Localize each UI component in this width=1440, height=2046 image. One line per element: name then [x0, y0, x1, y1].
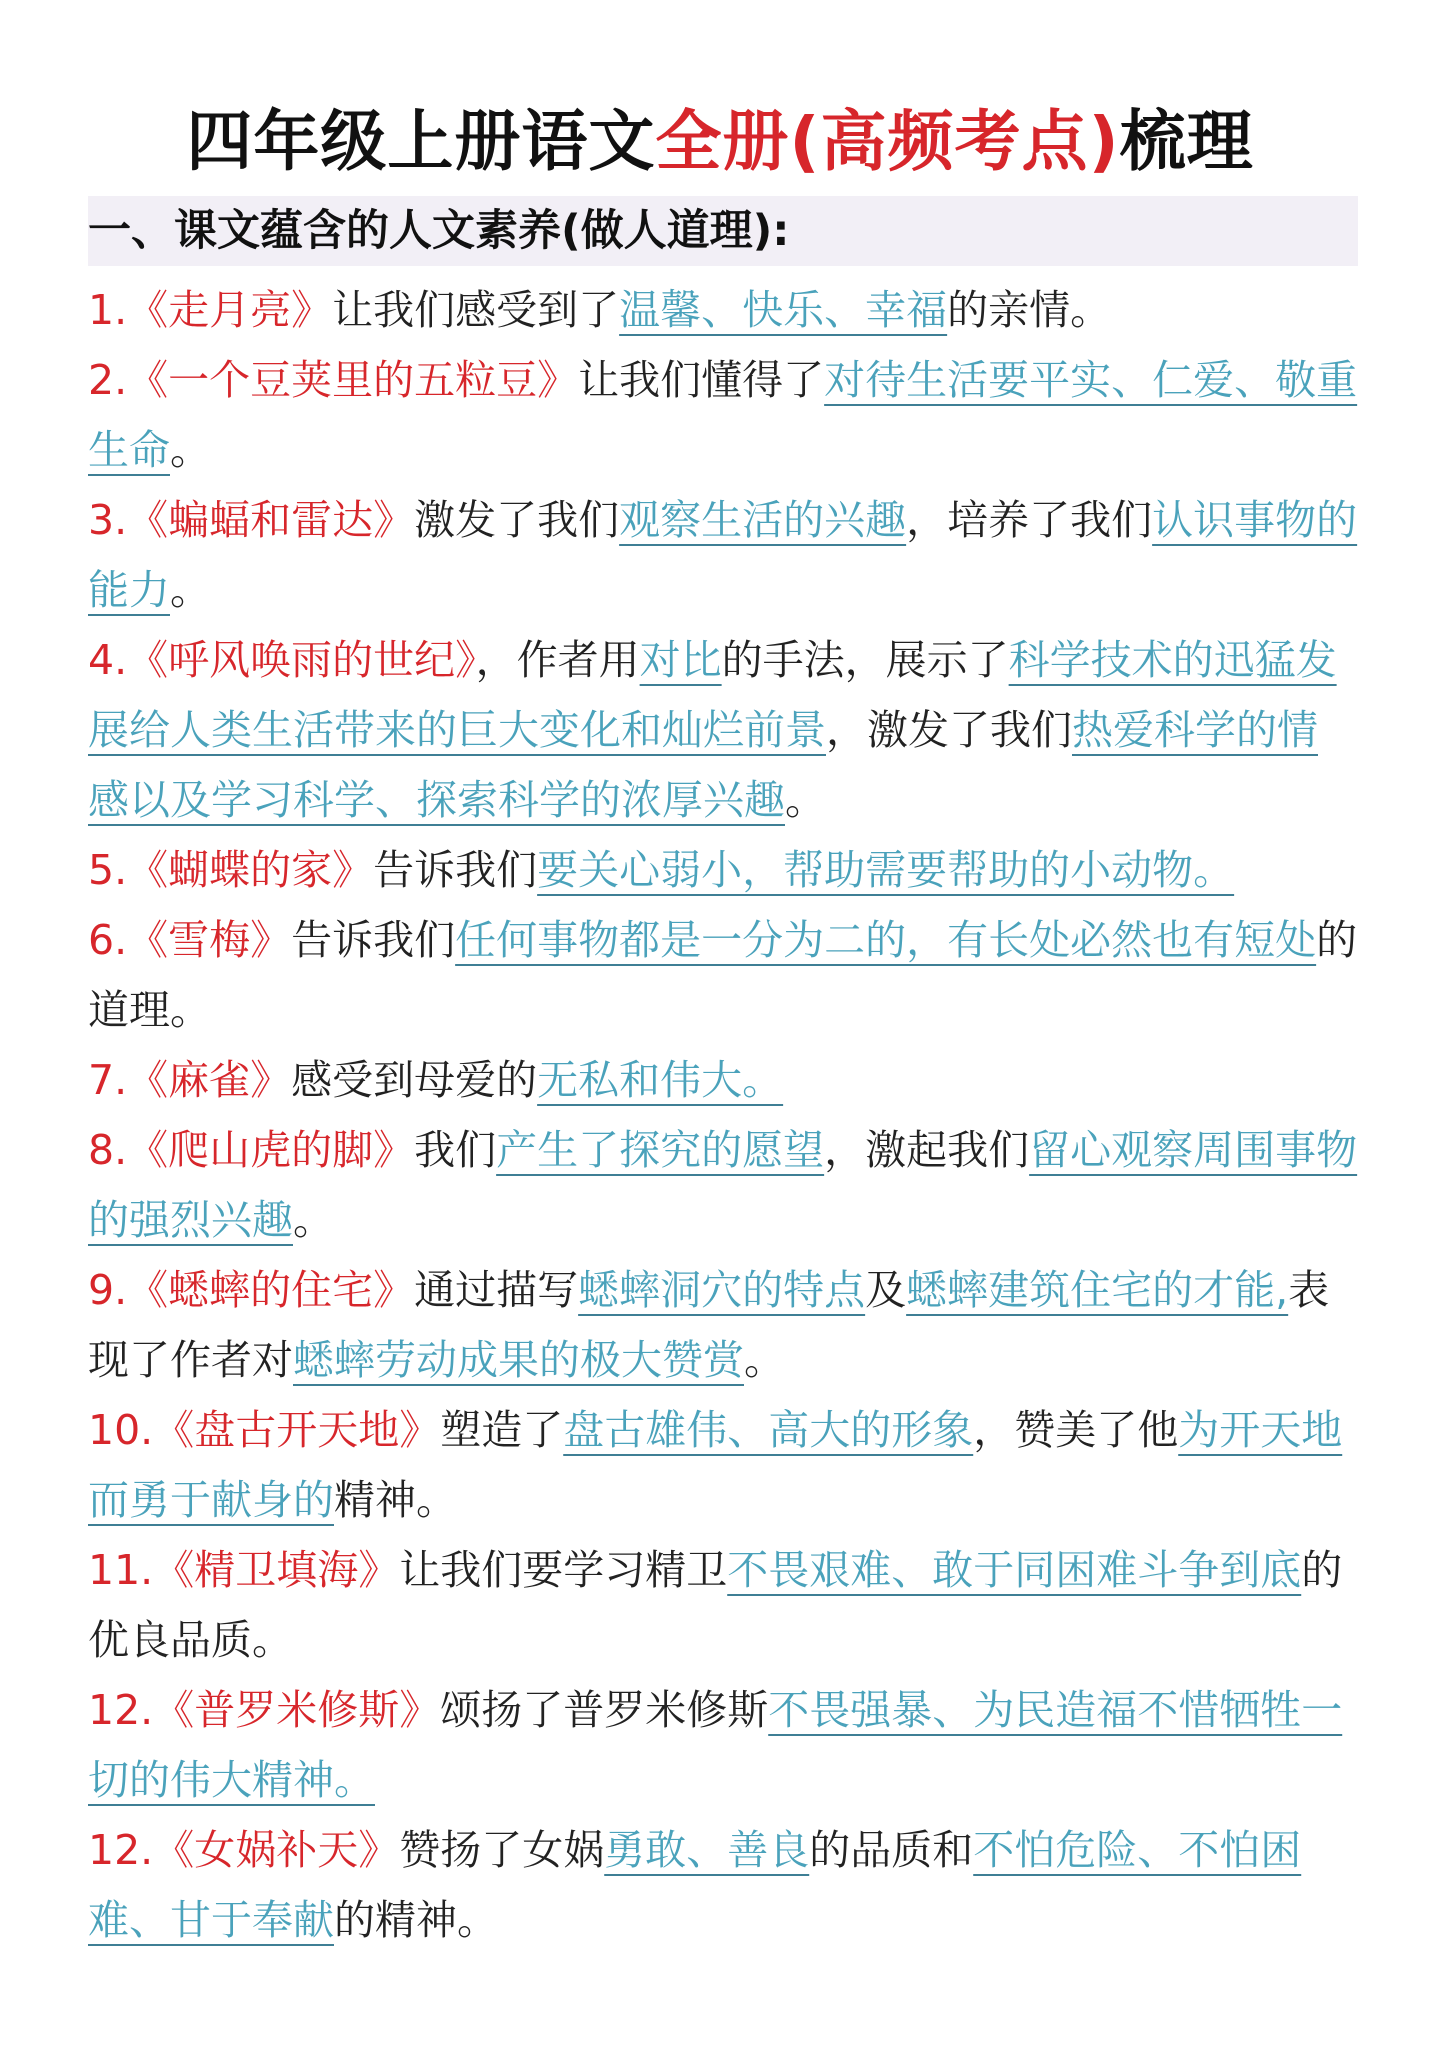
list-item [88, 1255, 1358, 1395]
answer-text: 温馨、快乐、幸福 [619, 286, 948, 334]
item-number: 12. [88, 1686, 154, 1734]
item-text: 的手法，展示了 [721, 636, 1009, 684]
answer-text: 盘古雄伟、高大的形象 [563, 1406, 974, 1454]
title-highlight: 全册(高频考点) [655, 103, 1120, 180]
item-text: 精神。 [334, 1476, 457, 1524]
item-text: 赞扬了女娲 [399, 1826, 605, 1874]
list-item [88, 905, 1358, 1045]
lesson-title: 《一个豆荚里的五粒豆》 [127, 356, 579, 404]
lesson-title: 《爬山虎的脚》 [127, 1126, 415, 1174]
item-text: 的精神。 [334, 1896, 498, 1944]
item-text: 让我们懂得了 [578, 356, 825, 404]
item-number: 5. [88, 846, 128, 894]
item-text: 的优良品质。 [88, 1546, 1343, 1664]
item-text: 的亲情。 [947, 286, 1112, 334]
answer-text: 对待生活要平实、仁爱、敬重生命 [88, 356, 1358, 474]
item-text: 塑造了 [440, 1406, 564, 1454]
lesson-title: 《呼风唤雨的世纪》 [127, 636, 476, 684]
item-text: 通过描写 [414, 1266, 579, 1314]
item-number: 6. [88, 916, 128, 964]
item-number: 12. [88, 1826, 154, 1874]
answer-text: 热爱科学的情感以及学习科学、探索科学的浓厚兴趣 [88, 706, 1318, 824]
item-number: 11. [88, 1546, 154, 1594]
answer-text: 为开天地而勇于献身的 [88, 1406, 1343, 1524]
item-text: ，激起我们 [824, 1126, 1030, 1174]
answer-text: 勇敢、善良 [604, 1826, 810, 1874]
item-text: 。 [170, 426, 211, 474]
list-item [88, 345, 1358, 485]
item-text: 。 [785, 776, 826, 824]
list-item [88, 1815, 1358, 1955]
list-item [88, 1395, 1358, 1535]
lesson-title: 《走月亮》 [127, 286, 333, 334]
answer-text: 科学技术的迅猛发展给人类生活带来的巨大变化和灿烂前景 [88, 636, 1337, 754]
answer-text: 不怕危险、不怕困难、甘于奉献 [88, 1826, 1302, 1944]
title-suffix: 梳理 [1119, 103, 1254, 180]
list-item [88, 1535, 1358, 1675]
list-item [88, 1045, 1358, 1115]
page-title [0, 92, 1440, 192]
list-item [88, 1675, 1358, 1815]
lesson-title: 《雪梅》 [127, 916, 292, 964]
item-number: 9. [88, 1266, 128, 1314]
answer-text: 无私和伟大。 [537, 1056, 784, 1104]
item-number: 4. [88, 636, 128, 684]
lesson-title: 《盘古开天地》 [153, 1406, 441, 1454]
item-text: 让我们要学习精卫 [399, 1546, 728, 1594]
item-text: ，赞美了他 [973, 1406, 1179, 1454]
answer-text: 蟋蟀洞穴的特点 [578, 1266, 866, 1314]
item-text: 激发了我们 [414, 496, 620, 544]
item-text: 。 [170, 566, 211, 614]
lesson-title: 《蝴蝶的家》 [127, 846, 374, 894]
item-text: ，培养了我们 [906, 496, 1153, 544]
answer-text: 认识事物的能力 [88, 496, 1358, 614]
item-text: ，作者用 [475, 636, 640, 684]
list-item [88, 485, 1358, 625]
section-header-band [88, 196, 1358, 266]
item-text: 。 [744, 1336, 785, 1384]
item-text: 的道理。 [88, 916, 1358, 1034]
answer-text: 蟋蟀劳动成果的极大赞赏 [293, 1336, 744, 1384]
lesson-title: 《蟋蟀的住宅》 [127, 1266, 415, 1314]
list-item [88, 625, 1358, 835]
title-prefix: 四年级上册语文 [186, 103, 656, 180]
item-number: 8. [88, 1126, 128, 1174]
lesson-title: 《蝙蝠和雷达》 [127, 496, 415, 544]
item-text: 表现了作者对 [88, 1266, 1330, 1384]
lesson-title: 《普罗米修斯》 [153, 1686, 441, 1734]
item-number: 7. [88, 1056, 128, 1104]
answer-text: 留心观察周围事物的强烈兴趣 [88, 1126, 1358, 1244]
lesson-title: 《精卫填海》 [153, 1546, 400, 1594]
item-text: 让我们感受到了 [332, 286, 620, 334]
lesson-title: 《女娲补天》 [153, 1826, 400, 1874]
answer-text: 不畏艰难、敢于同困难斗争到底 [727, 1546, 1302, 1594]
list-item [88, 275, 1358, 345]
item-text: 告诉我们 [291, 916, 456, 964]
item-text: 及 [865, 1266, 907, 1314]
item-text: 感受到母爱的 [291, 1056, 538, 1104]
item-text: 的品质和 [809, 1826, 974, 1874]
answer-text: 对比 [639, 636, 722, 684]
item-number: 1. [88, 286, 128, 334]
answer-text: 观察生活的兴趣 [619, 496, 907, 544]
section-heading: 一、课文蕴含的人文素养(做人道理): [88, 206, 790, 256]
lesson-list [88, 275, 1358, 1955]
lesson-title: 《麻雀》 [127, 1056, 292, 1104]
item-number: 10. [88, 1406, 154, 1454]
item-text: 我们 [414, 1126, 497, 1174]
item-number: 2. [88, 356, 128, 404]
list-item [88, 835, 1358, 905]
item-text: 颂扬了普罗米修斯 [440, 1686, 769, 1734]
item-text: 。 [293, 1196, 334, 1244]
answer-text: 蟋蟀建筑住宅的才能, [906, 1266, 1289, 1314]
answer-text: 不畏强暴、为民造福不惜牺牲一切的伟大精神。 [88, 1686, 1343, 1804]
answer-text: 要关心弱小，帮助需要帮助的小动物。 [537, 846, 1235, 894]
answer-text: 产生了探究的愿望 [496, 1126, 825, 1174]
list-item [88, 1115, 1358, 1255]
item-text: ，激发了我们 [826, 706, 1072, 754]
item-number: 3. [88, 496, 128, 544]
item-text: 告诉我们 [373, 846, 538, 894]
answer-text: 任何事物都是一分为二的，有长处必然也有短处 [455, 916, 1317, 964]
